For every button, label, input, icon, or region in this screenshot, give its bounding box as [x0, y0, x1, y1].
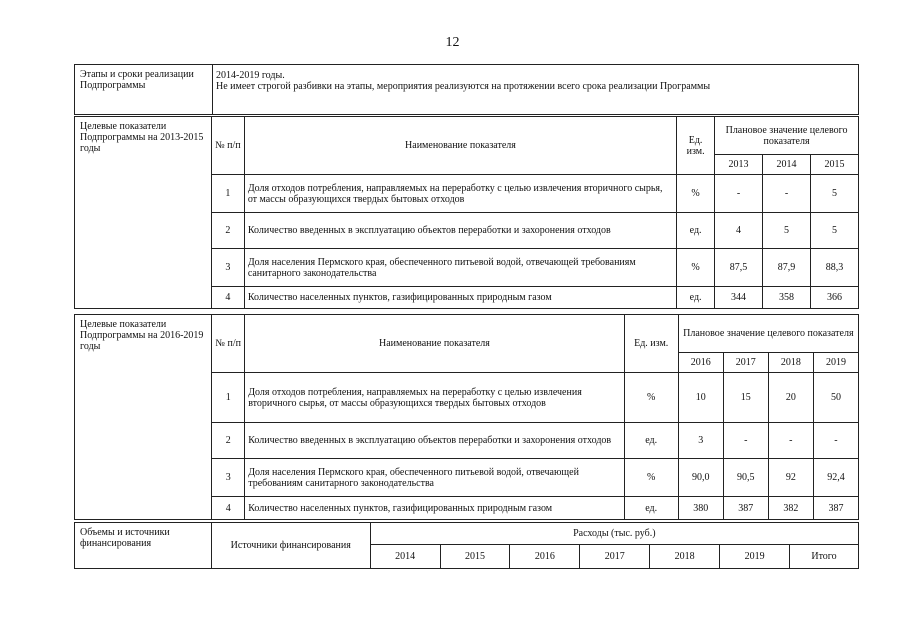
row-number: 4 [211, 287, 244, 309]
indicator-value: 387 [723, 497, 768, 520]
stages-line1: 2014-2019 годы. [216, 70, 285, 81]
indicator-name: Количество введенных в эксплуатацию объектов переработки и захоронения отходов [245, 423, 624, 459]
indicator-value: 5 [810, 213, 858, 249]
indicator-value: 87,9 [763, 249, 811, 287]
indicator-value: - [768, 423, 813, 459]
col-expenses-header: Расходы (тыс. руб.) [370, 523, 858, 545]
financing-table [74, 522, 859, 569]
indicator-name: Количество населенных пунктов, газифицированных природным газом [244, 287, 676, 309]
col-name-header: Наименование показателя [245, 315, 624, 373]
row-number: 3 [211, 249, 244, 287]
indicator-value: 10 [678, 373, 723, 423]
indicator-unit: % [677, 249, 715, 287]
indicator-value: - [763, 175, 811, 213]
indicator-value: 20 [768, 373, 813, 423]
indicator-value: 3 [678, 423, 723, 459]
col-plan-header: Плановое значение целевого показателя [678, 315, 858, 353]
year-header: 2018 [650, 545, 720, 569]
stages-table [74, 64, 859, 115]
stages-line2: Не имеет строгой разбивки на этапы, мероприятия реализуются на протяжении всего срока реализации Программы [216, 81, 711, 92]
page-number: 12 [445, 35, 460, 50]
indicators-a-label: Целевые показатели Подпрограммы на 2013-2015 годы [75, 117, 212, 309]
row-number: 1 [212, 373, 245, 423]
year-header: 2016 [510, 545, 580, 569]
indicator-value: 88,3 [810, 249, 858, 287]
year-header: 2015 [810, 155, 858, 175]
col-num-header: № п/п [212, 315, 245, 373]
indicator-value: 87,5 [715, 249, 763, 287]
indicator-value: 5 [763, 213, 811, 249]
indicator-value: 380 [678, 497, 723, 520]
indicator-unit: ед. [624, 423, 678, 459]
indicator-value: - [813, 423, 858, 459]
indicator-unit: ед. [677, 287, 715, 309]
indicator-name: Доля отходов потребления, направляемых на переработку с целью извлечения вторичного сырья, от массы образующихся твердых бытовых отходов [245, 373, 624, 423]
year-header: 2019 [720, 545, 790, 569]
year-header: 2017 [580, 545, 650, 569]
row-number: 3 [212, 459, 245, 497]
indicator-name: Количество населенных пунктов, газифицированных природным газом [245, 497, 624, 520]
indicator-unit: % [677, 175, 715, 213]
year-header: 2015 [440, 545, 510, 569]
total-header: Итого [790, 545, 859, 569]
year-header: 2014 [763, 155, 811, 175]
indicator-value: 382 [768, 497, 813, 520]
indicator-value: 5 [810, 175, 858, 213]
indicator-value: 387 [813, 497, 858, 520]
indicator-value: 92 [768, 459, 813, 497]
indicator-name: Количество введенных в эксплуатацию объектов переработки и захоронения отходов [244, 213, 676, 249]
stages-content [213, 65, 859, 115]
indicator-value: 344 [715, 287, 763, 309]
indicator-value: 92,4 [813, 459, 858, 497]
indicator-value: 90,0 [678, 459, 723, 497]
indicator-unit: % [624, 459, 678, 497]
col-unit-header: Ед. изм. [677, 117, 715, 175]
year-header: 2016 [678, 353, 723, 373]
financing-label: Объемы и источники финансирования [75, 523, 212, 569]
indicator-value: - [715, 175, 763, 213]
indicator-value: 50 [813, 373, 858, 423]
indicators-b-label: Целевые показатели Подпрограммы на 2016-2019 годы [75, 315, 212, 520]
col-unit-header: Ед. изм. [624, 315, 678, 373]
col-plan-header: Плановое значение целевого показателя [715, 117, 859, 155]
year-header: 2019 [813, 353, 858, 373]
col-sources-header: Источники финансирования [211, 523, 370, 569]
year-header: 2018 [768, 353, 813, 373]
row-number: 4 [212, 497, 245, 520]
indicator-unit: % [624, 373, 678, 423]
col-num-header: № п/п [211, 117, 244, 175]
row-number: 2 [211, 213, 244, 249]
indicator-value: 4 [715, 213, 763, 249]
indicator-value: 90,5 [723, 459, 768, 497]
indicator-value: 15 [723, 373, 768, 423]
indicators-2016-2019-table [74, 314, 859, 520]
indicator-name: Доля населения Пермского края, обеспеченного питьевой водой, отвечающей требованиям санитарного законодательства [244, 249, 676, 287]
col-name-header: Наименование показателя [244, 117, 676, 175]
indicator-unit: ед. [624, 497, 678, 520]
year-header: 2017 [723, 353, 768, 373]
stages-label: Этапы и сроки реализации Подпрограммы [75, 65, 213, 115]
indicator-value: 366 [810, 287, 858, 309]
row-number: 1 [211, 175, 244, 213]
year-header: 2014 [370, 545, 440, 569]
row-number: 2 [212, 423, 245, 459]
year-header: 2013 [715, 155, 763, 175]
indicators-2013-2015-table [74, 116, 859, 309]
indicator-value: - [723, 423, 768, 459]
indicator-name: Доля отходов потребления, направляемых на переработку с целью извлечения вторичного сырья, от массы образующихся твердых бытовых отходов [244, 175, 676, 213]
indicator-name: Доля населения Пермского края, обеспеченного питьевой водой, отвечающей требованиям санитарного законодательства [245, 459, 624, 497]
indicator-unit: ед. [677, 213, 715, 249]
indicator-value: 358 [763, 287, 811, 309]
